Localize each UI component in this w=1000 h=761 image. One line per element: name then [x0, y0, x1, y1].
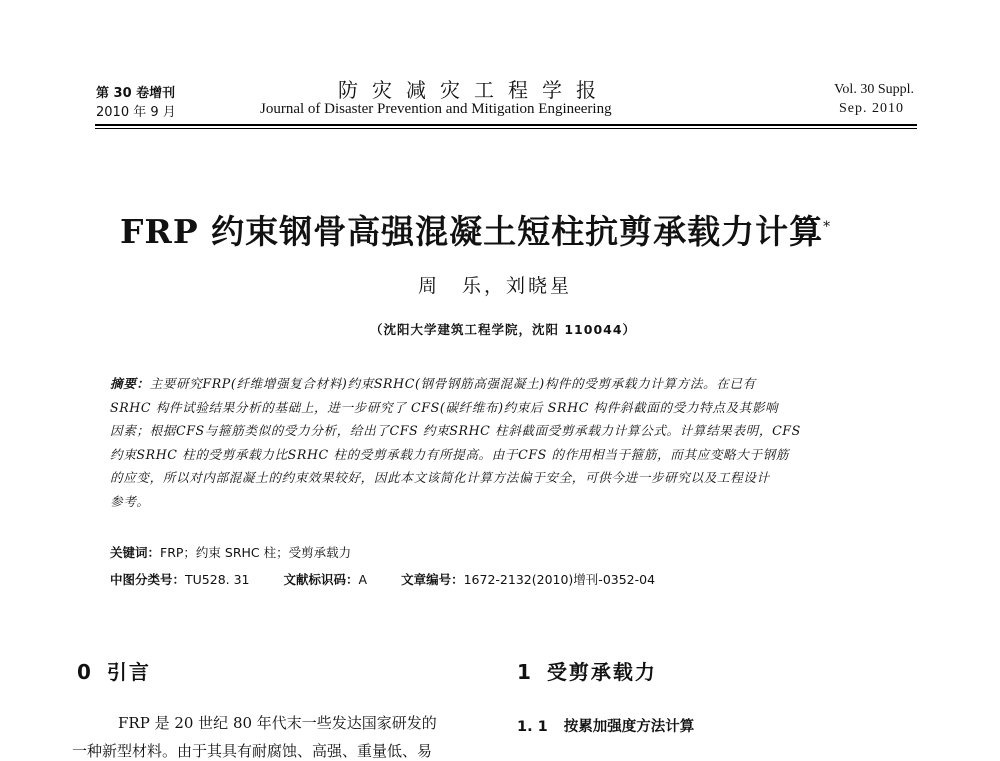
keywords-label: 关键词： [110, 545, 161, 560]
article-number-value: 1672-2132(2010)增刊-0352-04 [463, 572, 656, 587]
keywords-value: FRP；约束 SRHC 柱；受剪承载力 [160, 545, 352, 560]
section-number: 1 [517, 660, 533, 684]
abstract-text: 主要研究FRP(纤维增强复合材料)约束SRHC(钢骨钢筋高强混凝土)构件的受剪承载力计算方法。在已有 [149, 376, 756, 391]
section-heading-intro [77, 656, 151, 685]
doc-code-value: A [358, 572, 368, 587]
abstract-line: 的应变，所以对内部混凝土的约束效果较好，因此本文该简化计算方法偏于安全，可供今进一步研究以及工程设计 [110, 470, 770, 485]
journal-date-cn: 2010 年 9 月 [96, 105, 176, 120]
subsection-number: 1. 1 [517, 719, 548, 735]
intro-body-line: 一种新型材料。由于其具有耐腐蚀、高强、重量低、易 [72, 742, 433, 760]
affiliation: （沈阳大学建筑工程学院，沈阳 110044） [370, 322, 637, 337]
doc-code-label: 文献标识码： [283, 572, 359, 587]
subsection-title: 按累加强度方法计算 [563, 719, 695, 735]
paper-title [120, 206, 831, 253]
journal-date-en: Sep. 2010 [839, 101, 904, 116]
journal-volume-cn: 第 30 卷增刊 [96, 86, 176, 101]
journal-volume-en: Vol. 30 Suppl. [834, 82, 914, 97]
author-list: 周 乐，刘晓星 [418, 275, 573, 297]
section-heading-shear [517, 656, 657, 685]
section-title: 受剪承载力 [546, 660, 657, 684]
section-number: 0 [77, 660, 93, 684]
abstract-line: 参考。 [110, 493, 150, 509]
header-rule-thin [95, 128, 917, 129]
abstract-line: 约束SRHC 柱的受剪承载力比SRHC 柱的受剪承载力有所提高。由于CFS 的作用相当于箍筋，而其应变略大于钢筋 [110, 446, 790, 462]
abstract-line [110, 372, 880, 396]
subsection-heading [517, 715, 694, 736]
paper-title-text: FRP 约束钢骨高强混凝土短柱抗剪承载力计算 [120, 212, 824, 251]
header-rule-thick [95, 124, 917, 126]
clc-label: 中图分类号： [110, 572, 186, 587]
intro-body-line: FRP 是 20 世纪 80 年代末一些发达国家研发的 [118, 714, 437, 732]
clc-value: TU528. 31 [185, 572, 250, 587]
title-footnote-mark: * [823, 219, 832, 235]
abstract-label: 摘要： [110, 376, 150, 391]
abstract-line: SRHC 构件试验结果分析的基础上，进一步研究了 CFS(碳纤维布)约束后 SRHC 构件斜截面的受力特点及其影响 [110, 399, 779, 415]
section-title: 引言 [106, 660, 151, 684]
journal-title-en: Journal of Disaster Prevention and Mitigation Engineering [260, 101, 612, 117]
keywords [110, 543, 351, 561]
journal-title-cn: 防灾减灾工程学报 [338, 78, 610, 102]
abstract [110, 372, 880, 513]
abstract-line: 因素；根据CFS与箍筋类似的受力分析，给出了CFS 约束SRHC 柱斜截面受剪承载力计算公式。计算结果表明，CFS [110, 423, 801, 438]
classification-line [110, 570, 655, 588]
article-number-label: 文章编号： [401, 572, 464, 587]
